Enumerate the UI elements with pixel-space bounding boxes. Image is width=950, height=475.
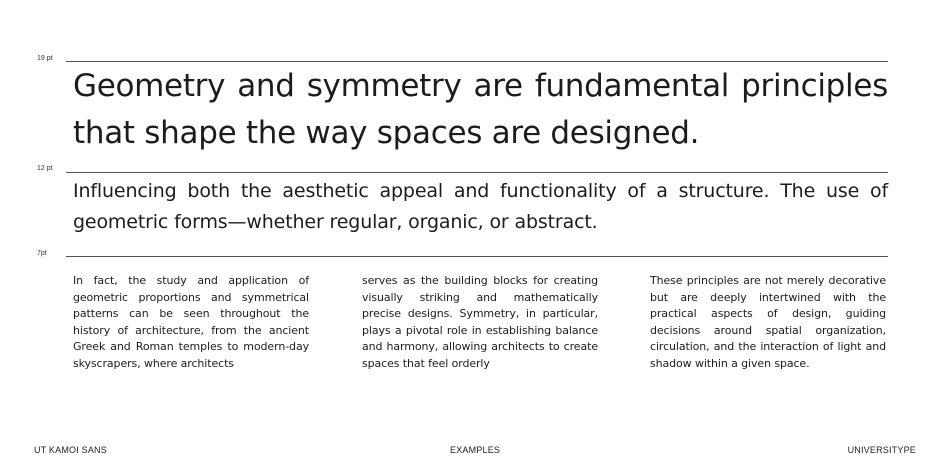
divider-rule-12pt [66,172,888,173]
size-label-19pt: 19 pt [37,55,53,62]
footer-section-label: EXAMPLES [450,445,501,455]
footer-font-name: UT KAMOI SANS [34,445,107,455]
headline-sample-text: Geometry and symmetry are fundamental principles that shape the way spaces are designed. [73,68,888,151]
divider-rule-7pt [66,256,888,257]
footer-brand: UNIVERSITYPE [847,445,916,455]
body-text-column-2: serves as the building blocks for creating visually striking and mathematically precise designs. Symmetry, in particular, plays a pivotal role in establishing balance and harmony, allowing architects to create spaces that feel orderly [362,274,598,370]
size-label-7pt: 7pt [37,250,47,257]
body-text-column-3: These principles are not merely decorative but are deeply intertwined with the practical aspects of design, guiding decisions around spatial organization, circulation, and the interaction of light and shadow within a given space. [650,274,886,370]
size-label-12pt: 12 pt [37,165,53,172]
subhead-sample-text: Influencing both the aesthetic appeal and functionality of a structure. The use of geometric forms—whether regular, organic, or abstract. [73,180,888,233]
body-text-column-1: In fact, the study and application of geometric proportions and symmetrical patterns can be seen throughout the history of architecture, from the ancient Greek and Roman temples to modern-day skyscrapers, where architects [73,274,309,370]
divider-rule-19pt [66,61,888,62]
